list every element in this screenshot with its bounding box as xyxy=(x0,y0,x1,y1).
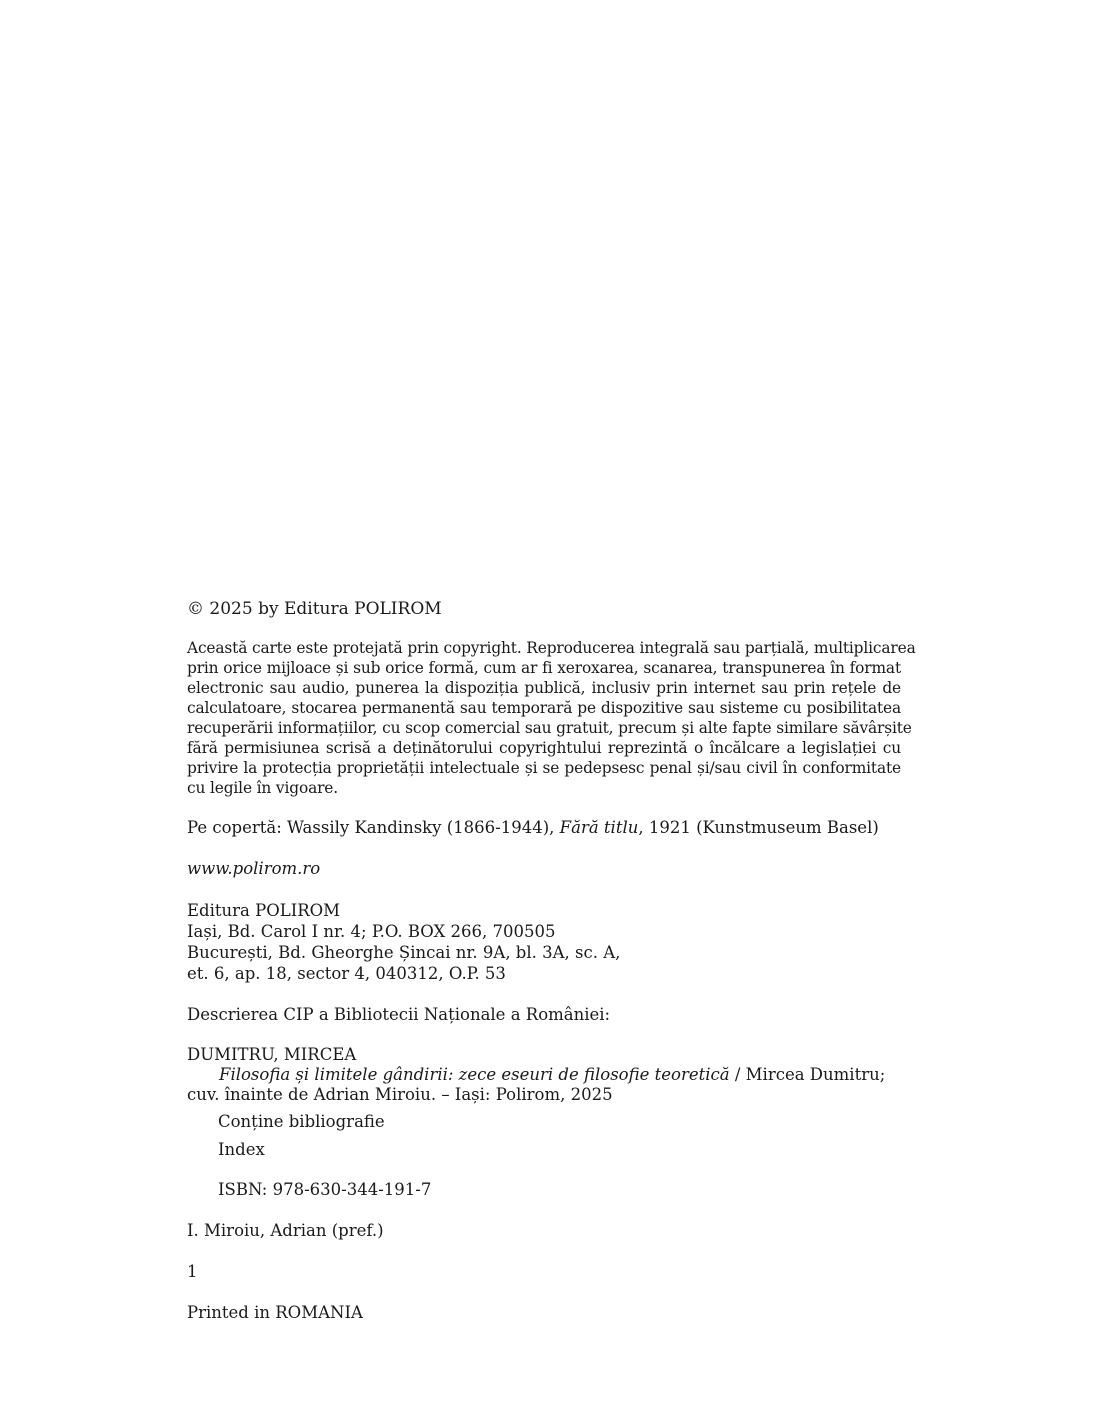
printed-in: Printed in ROMANIA xyxy=(187,1303,363,1322)
publisher-address-iasi: Iași, Bd. Carol I nr. 4; P.O. BOX 266, 700505 xyxy=(187,922,556,941)
notice-line: calculatoare, stocarea permanentă sau temporară pe dispozitive sau sisteme cu posibilitatea xyxy=(187,699,901,717)
publisher-address-bucuresti: București, Bd. Gheorghe Șincai nr. 9A, bl. 3A, sc. A, xyxy=(187,943,621,962)
publisher-address-block xyxy=(187,900,901,984)
cip-book-title: Filosofia și limitele gândirii: zece eseuri de filosofie teoretică xyxy=(219,1065,730,1084)
cip-index: Index xyxy=(218,1140,265,1159)
notice-line: privire la protecția proprietății intelectuale și se pedepsesc penal și/sau civil în conformitate xyxy=(187,759,901,777)
cip-added-entry: I. Miroiu, Adrian (pref.) xyxy=(187,1221,384,1240)
copyright-page xyxy=(187,599,916,1323)
cip-title-entry xyxy=(187,1065,901,1085)
notice-line: prin orice mijloace și sub orice formă, cum ar fi xeroxarea, scanarea, transpunerea în format xyxy=(187,659,901,677)
copyright-line: © 2025 by Editura POLIROM xyxy=(187,599,442,619)
notice-line: fără permisiunea scrisă a deținătorului copyrightului reprezintă o încălcare a legislației cu xyxy=(187,739,901,757)
cip-isbn: ISBN: 978-630-344-191-7 xyxy=(218,1180,432,1199)
cip-class-number: 1 xyxy=(187,1262,198,1281)
cover-credit-prefix: Pe copertă: Wassily Kandinsky (1866-1944), xyxy=(187,818,560,837)
cip-bibliography: Conține bibliografie xyxy=(218,1112,385,1131)
cip-author: DUMITRU, MIRCEA xyxy=(187,1045,357,1064)
publisher-website: www.polirom.ro xyxy=(187,859,321,878)
cover-credit-suffix: , 1921 (Kunstmuseum Basel) xyxy=(638,818,879,837)
notice-line: electronic sau audio, punerea la dispoziția publică, inclusiv prin internet sau prin rețele de xyxy=(187,679,901,697)
copyright-notice xyxy=(187,638,916,798)
notice-line: recuperării informațiilor, cu scop comercial sau gratuit, precum și alte fapte similare săvârșite xyxy=(187,719,912,737)
notice-line: cu legile în vigoare. xyxy=(187,779,338,797)
cip-responsibility: / Mircea Dumitru; xyxy=(729,1065,886,1084)
cip-imprint: cuv. înainte de Adrian Miroiu. – Iași: Polirom, 2025 xyxy=(187,1085,613,1104)
cip-heading: Descrierea CIP a Bibliotecii Naționale a României: xyxy=(187,1005,611,1024)
publisher-name: Editura POLIROM xyxy=(187,901,341,920)
publisher-address-bucuresti-cont: et. 6, ap. 18, sector 4, 040312, O.P. 53 xyxy=(187,964,506,983)
notice-line: Această carte este protejată prin copyright. Reproducerea integrală sau parțială, multiplicarea xyxy=(187,639,916,657)
cover-work-title: Fără titlu xyxy=(559,818,639,837)
cover-credit xyxy=(187,818,901,838)
